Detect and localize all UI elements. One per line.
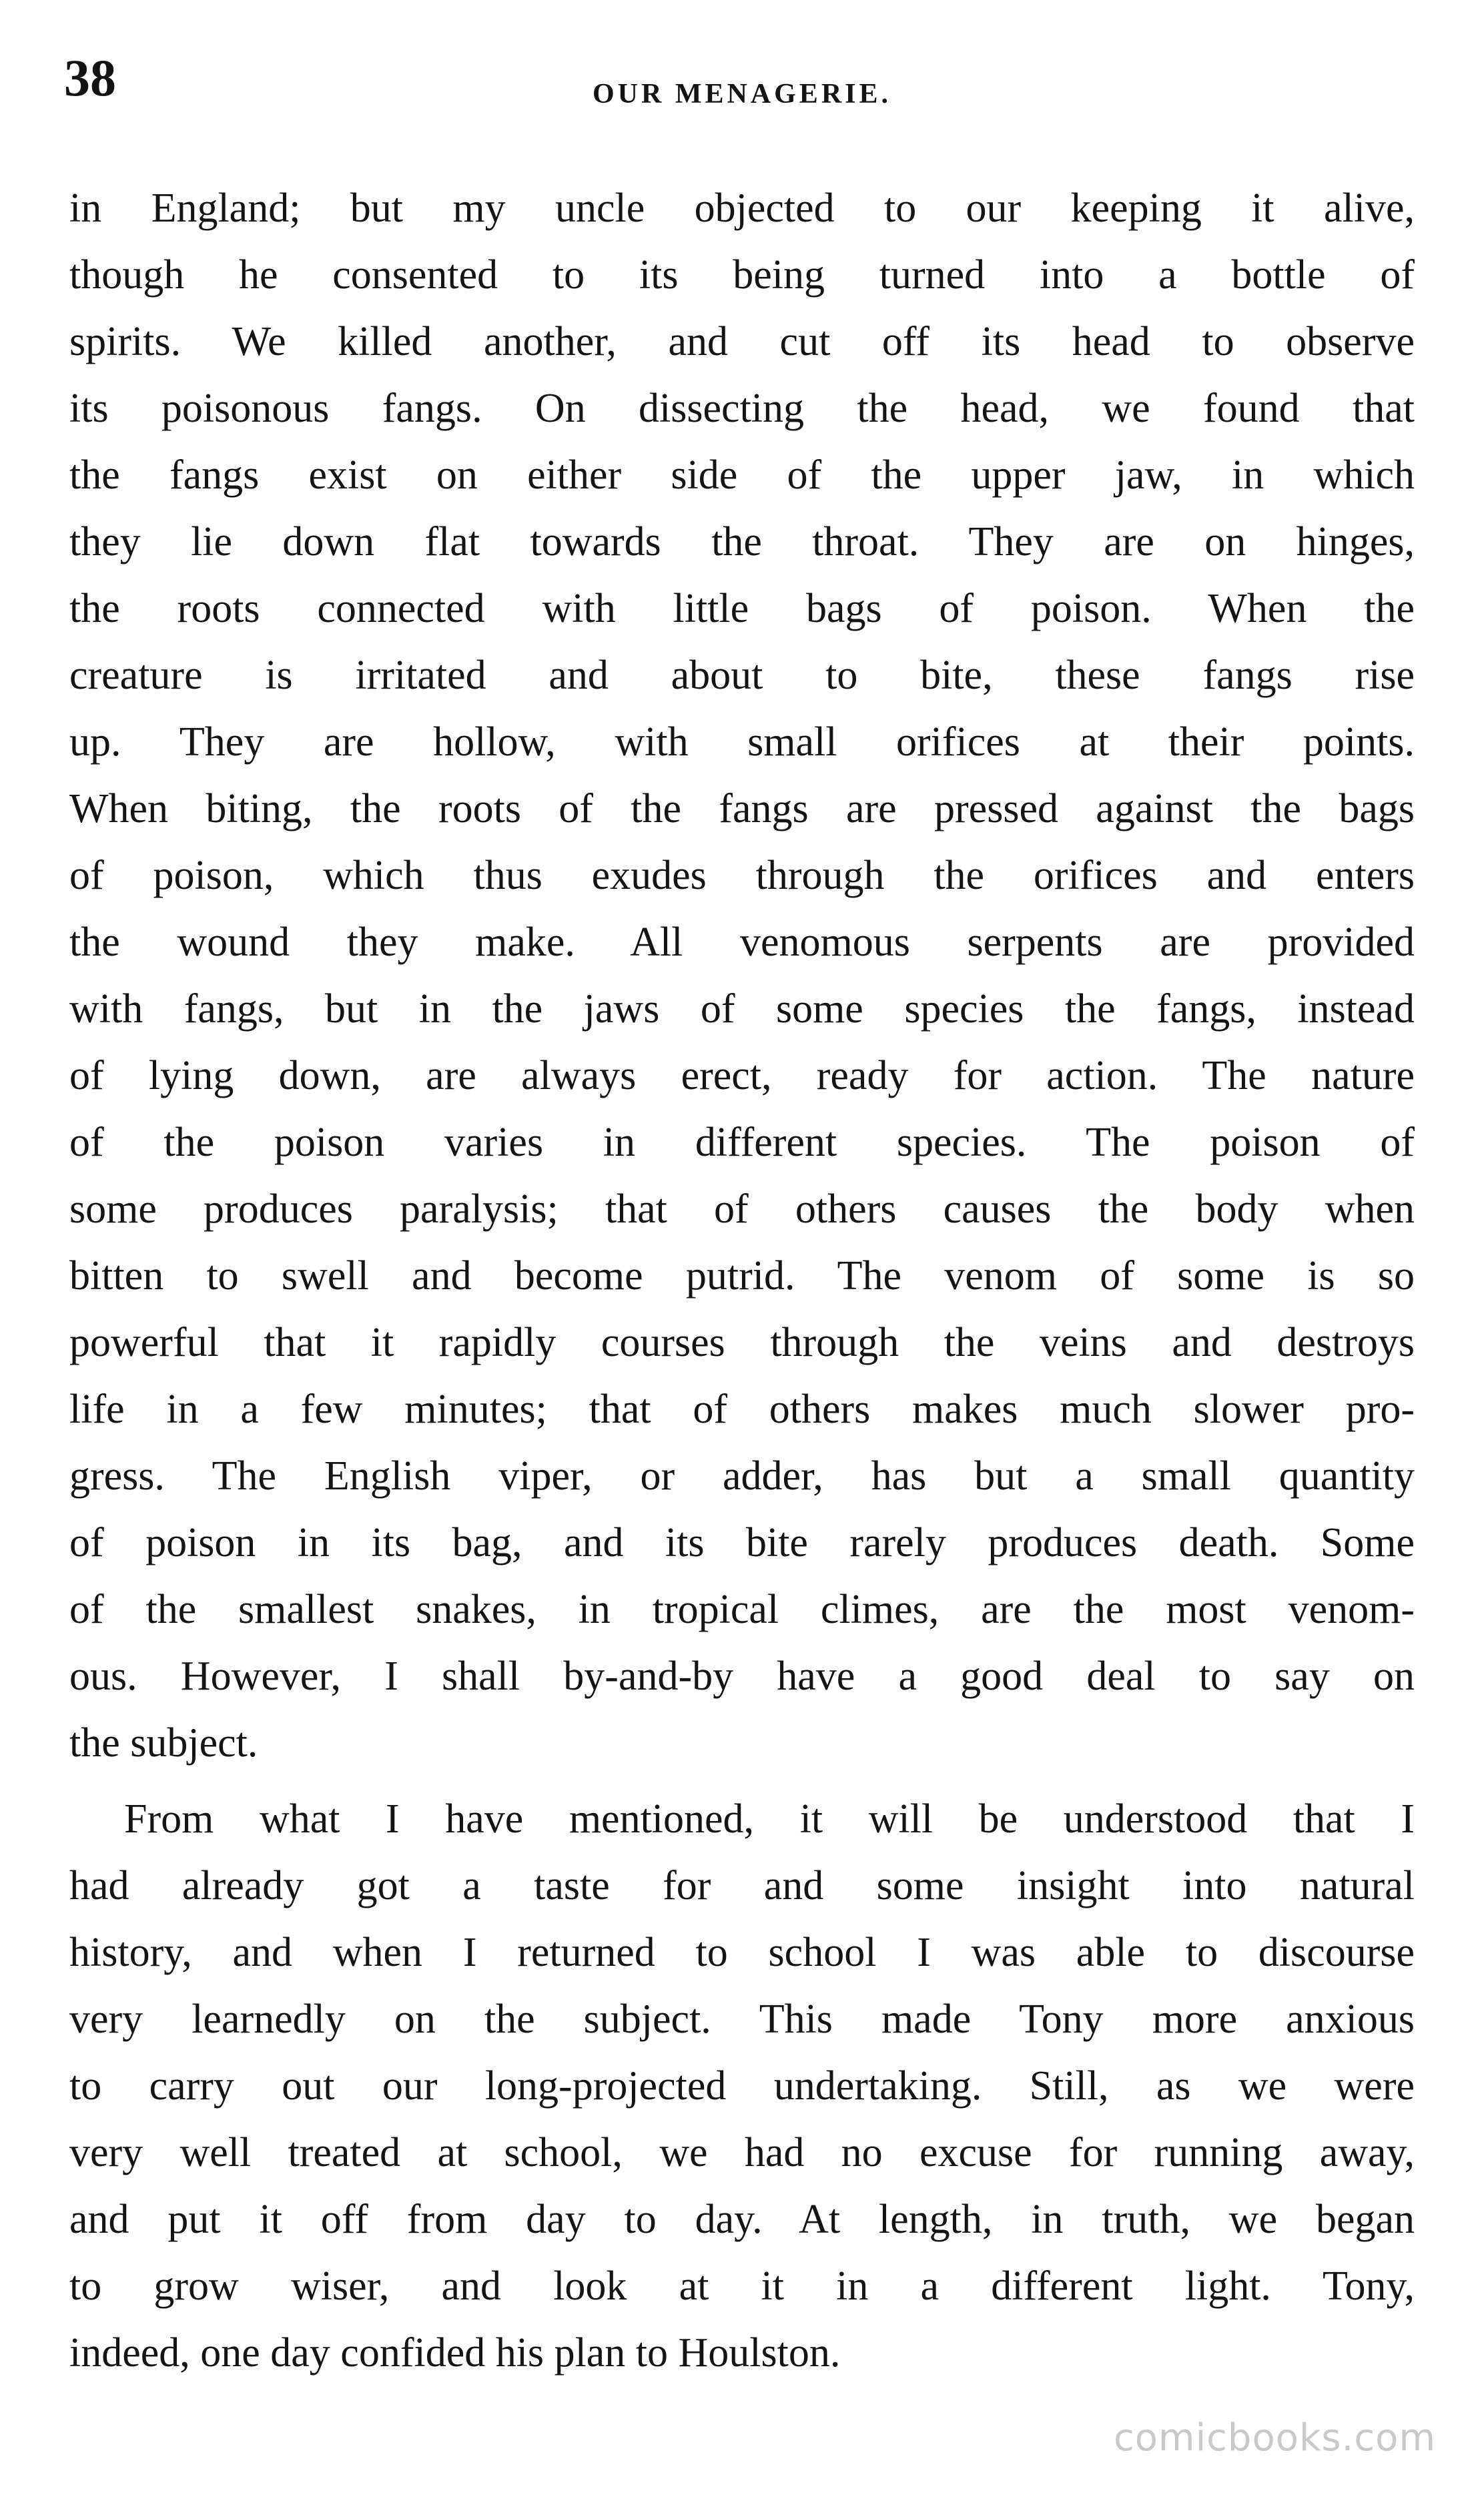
running-title: OUR MENAGERIE. bbox=[592, 79, 892, 109]
text-line: though he consented to its being turned into a bottle of bbox=[69, 252, 1415, 298]
text-line: had already got a taste for and some insight into natural bbox=[69, 1863, 1415, 1908]
text-line: of the smallest snakes, in tropical climes, are the most venom- bbox=[69, 1587, 1415, 1632]
text-line: the subject. bbox=[69, 1720, 258, 1766]
text-line: ous. However, I shall by-and-by have a good deal to say on bbox=[69, 1654, 1415, 1699]
text-line: up. They are hollow, with small orifices at their points. bbox=[69, 719, 1415, 765]
text-line: life in a few minutes; that of others makes much slower pro- bbox=[69, 1387, 1415, 1432]
page-number: 38 bbox=[64, 49, 116, 107]
text-line: of lying down, are always erect, ready for action. The nature bbox=[69, 1053, 1415, 1098]
text-line: of poison in its bag, and its bite rarely produces death. Some bbox=[69, 1520, 1415, 1565]
paragraph-spacer bbox=[69, 1776, 1415, 1786]
text-line: they lie down flat towards the throat. They are on hinges, bbox=[69, 519, 1415, 565]
text-line: history, and when I returned to school I was able to discourse bbox=[69, 1930, 1415, 1975]
text-line: bitten to swell and become putrid. The venom of some is so bbox=[69, 1253, 1415, 1299]
text-line: When biting, the roots of the fangs are pressed against the bags bbox=[69, 786, 1415, 831]
text-line: with fangs, but in the jaws of some species the fangs, instead bbox=[69, 986, 1415, 1032]
text-line: gress. The English viper, or adder, has but a small quantity bbox=[69, 1453, 1415, 1499]
text-line: to carry out our long-projected undertaking. Still, as we were bbox=[69, 2063, 1415, 2109]
text-line: From what I have mentioned, it will be understood that I bbox=[124, 1796, 1415, 1842]
text-line: the wound they make. All venomous serpents are provided bbox=[69, 920, 1415, 965]
text-line: and put it off from day to day. At length, in truth, we began bbox=[69, 2197, 1415, 2242]
text-line: of the poison varies in different species. The poison of bbox=[69, 1120, 1415, 1165]
text-line: the fangs exist on either side of the upper jaw, in which bbox=[69, 452, 1415, 498]
text-line: its poisonous fangs. On dissecting the head, we found that bbox=[69, 386, 1415, 431]
text-line: some produces paralysis; that of others causes the body when bbox=[69, 1186, 1415, 1232]
text-line: very learnedly on the subject. This made Tony more anxious bbox=[69, 1997, 1415, 2042]
text-line: of poison, which thus exudes through the orifices and enters bbox=[69, 853, 1415, 898]
text-line: spirits. We killed another, and cut off its head to observe bbox=[69, 319, 1415, 364]
text-line: powerful that it rapidly courses through the veins and destroys bbox=[69, 1320, 1415, 1365]
body-text bbox=[69, 175, 1415, 2386]
text-line: creature is irritated and about to bite, these fangs rise bbox=[69, 653, 1415, 698]
paragraph bbox=[69, 1786, 1415, 2386]
site-watermark: comicbooks.com bbox=[1113, 2416, 1436, 2460]
text-line: to grow wiser, and look at it in a different light. Tony, bbox=[69, 2263, 1415, 2309]
paragraph bbox=[69, 175, 1415, 1776]
text-line: the roots connected with little bags of poison. When the bbox=[69, 586, 1415, 631]
text-line: very well treated at school, we had no excuse for running away, bbox=[69, 2130, 1415, 2175]
text-line: in England; but my uncle objected to our keeping it alive, bbox=[69, 186, 1415, 231]
text-line: indeed, one day confided his plan to Houlston. bbox=[69, 2330, 841, 2376]
